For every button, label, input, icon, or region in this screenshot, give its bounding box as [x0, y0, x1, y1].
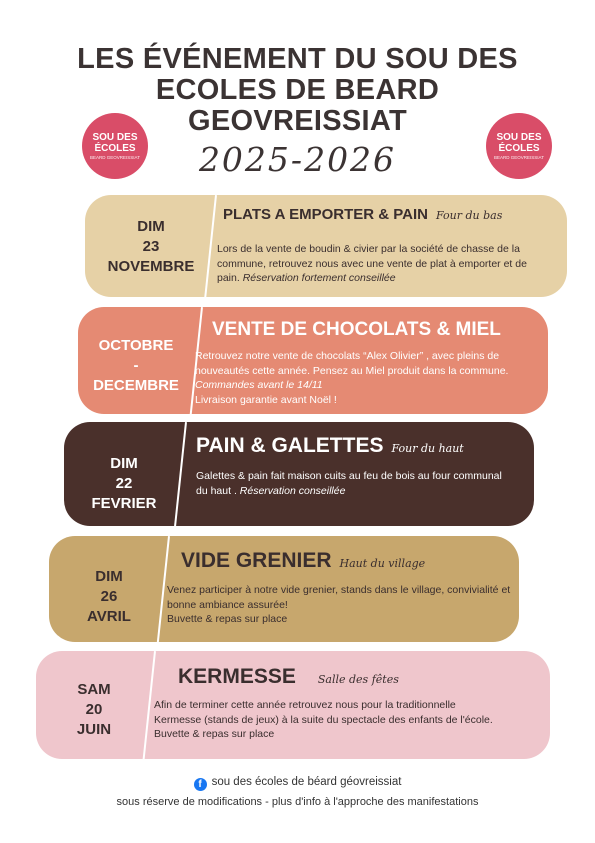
event-title [223, 206, 502, 223]
event-card-chocolats-miel [78, 307, 548, 414]
event-card-kermesse [36, 651, 550, 759]
description-emphasis: Commandes avant le 14/11 [195, 379, 323, 391]
date-month: AVRIL [87, 608, 131, 625]
logo-text-line2: ÉCOLES [94, 143, 136, 154]
description-text: Afin de terminer cette année retrouvez nous pour la traditionnelle Kermesse (stands de jeux) à la suite du spectacle des enfants de l'école. Buvette & repas sur place [154, 699, 493, 740]
logo-text-line1: SOU DES [92, 132, 138, 143]
event-title-text: VIDE GRENIER [181, 549, 332, 572]
facebook-icon: f [194, 778, 207, 791]
logo-text-line1: SOU DES [496, 132, 542, 143]
date-month: DECEMBRE [93, 377, 179, 394]
event-date [72, 454, 176, 514]
logo-text-line2: ÉCOLES [498, 143, 540, 154]
event-place: Haut du village [339, 557, 426, 570]
description-extra: Buvette & repas sur place [167, 613, 288, 625]
event-description [217, 242, 552, 286]
description-text: Galettes & pain fait maison cuits au feu de bois au four communal du haut . [196, 470, 502, 497]
date-month: FEVRIER [91, 495, 157, 512]
event-title-text: PLATS A EMPORTER & PAIN [223, 206, 429, 223]
event-description [167, 583, 512, 627]
season-year: 2025-2026 [198, 140, 397, 179]
event-description [195, 349, 545, 407]
description-text: Lors de la vente de boudin & civier par la société de chasse de la commune, retrouvez nous avec une vente de plat à emporter et de pain. [217, 243, 527, 284]
description-extra: Livraison garantie avant Noël ! [195, 393, 337, 406]
date-month: NOVEMBRE [107, 258, 195, 275]
event-date [57, 567, 161, 627]
date-day: OCTOBRE [98, 337, 174, 354]
logo-subtext: BEARD GEOVREISSIAT [494, 155, 544, 160]
event-date [44, 680, 144, 740]
event-date [91, 217, 211, 277]
event-title [196, 434, 464, 458]
event-place: Four du haut [391, 442, 464, 455]
event-place: Four du bas [436, 209, 503, 222]
page-title: LES ÉVÉNEMENT DU SOU DES ECOLES DE BEARD GEOVREISSIAT [77, 43, 518, 137]
event-date [82, 336, 190, 396]
date-day: DIM [110, 455, 138, 472]
date-month: JUIN [76, 721, 112, 738]
logo-subtext: BEARD GEOVREISSIAT [90, 155, 140, 160]
event-description [196, 469, 516, 498]
event-card-plats-pain [85, 195, 567, 297]
event-card-vide-grenier [49, 536, 519, 642]
date-number: 26 [100, 588, 118, 605]
facebook-link[interactable] [0, 776, 595, 791]
event-place: Salle des fêtes [317, 673, 399, 686]
event-card-pain-galettes [64, 422, 534, 526]
facebook-text: sou des écoles de béard géovreissiat [211, 776, 402, 788]
description-text: Venez participer à notre vide grenier, stands dans le village, convivialité et bonne ambiance assurée! [167, 584, 511, 611]
date-day: DIM [95, 568, 123, 585]
event-title-text: PAIN & GALETTES [196, 434, 384, 457]
event-description [154, 698, 494, 742]
event-title [178, 665, 399, 689]
date-day: DIM [137, 218, 165, 235]
date-number: 20 [85, 701, 103, 718]
date-number: 23 [142, 238, 160, 255]
event-title [212, 319, 501, 341]
disclaimer-note: sous réserve de modifications - plus d'info à l'approche des manifestations [116, 796, 479, 808]
date-number: 22 [115, 475, 133, 492]
description-emphasis: Réservation conseillée [239, 484, 346, 497]
description-emphasis: Réservation fortement conseillée [242, 272, 396, 284]
event-title-text: KERMESSE [178, 665, 296, 688]
event-title-text: VENTE DE CHOCOLATS & MIEL [212, 319, 501, 340]
description-text: Retrouvez notre vente de chocolats “Alex Olivier” , avec pleins de nouveautés cette année. Pensez au Miel produit dans la commune. [195, 350, 509, 377]
date-day: SAM [77, 681, 111, 698]
event-title [181, 549, 425, 573]
date-number: - [133, 357, 139, 374]
